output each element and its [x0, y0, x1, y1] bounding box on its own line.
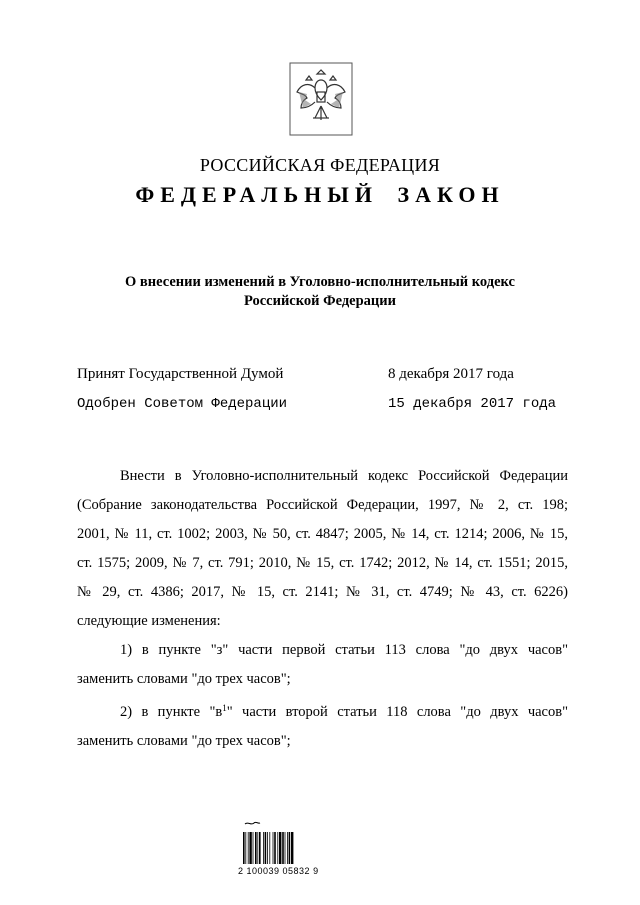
- document-type-heading: ФЕДЕРАЛЬНЫЙ ЗАКОН: [135, 182, 505, 207]
- barcode-bar: [255, 832, 257, 864]
- barcode-bar: [259, 832, 261, 864]
- subject-line-1: О внесении изменений в Уголовно-исполнительный кодекс: [125, 274, 515, 290]
- barcode-bar: [245, 832, 246, 864]
- barcode-bar: [285, 832, 286, 864]
- barcode-bar: [263, 832, 264, 864]
- barcode-bar: [279, 832, 281, 864]
- item-2-line-2: заменить словами "до трех часов";: [77, 733, 291, 749]
- item-2-suffix: " части второй статьи 118 слова "до двух часов": [226, 704, 568, 720]
- barcode-bar: [273, 832, 274, 864]
- barcode-bar: [265, 832, 267, 864]
- subject-line-2: Российской Федерации: [243, 293, 396, 309]
- barcode-number: 2 100039 05832 9: [238, 866, 319, 876]
- barcode-bar: [243, 832, 245, 864]
- barcode-graphic: [240, 820, 330, 892]
- barcode-bar: [274, 832, 276, 864]
- barcode-bar: [289, 832, 291, 864]
- item-2-line-1: [77, 694, 568, 727]
- barcode-bar: [277, 832, 278, 864]
- barcode-bar: [257, 832, 258, 864]
- intro-line: № 29, ст. 4386; 2017, № 15, ст. 2141; № 31, ст. 4749; № 43, ст. 6226): [77, 584, 568, 600]
- barcode-bar: [282, 832, 284, 864]
- intro-line: следующие изменения:: [77, 613, 221, 629]
- duma-adoption-label: Принят Государственной Думой: [77, 366, 284, 382]
- barcode-bar: [253, 832, 254, 864]
- barcode-bar: [249, 832, 251, 864]
- barcode-bar: [287, 832, 288, 864]
- item-2-prefix: 2) в пункте "в: [120, 704, 223, 720]
- item-1-line-1: 1) в пункте "з" части первой статьи 113 слова "до двух часов": [120, 642, 568, 658]
- council-approval-label: Одобрен Советом Федерации: [77, 396, 288, 412]
- intro-line: (Собрание законодательства Российской Федерации, 1997, № 2, ст. 198;: [77, 497, 568, 513]
- duma-adoption-date: 8 декабря 2017 года: [388, 366, 514, 382]
- law-subject-title: [0, 273, 640, 311]
- item-1-line-2: заменить словами "до трех часов";: [77, 671, 291, 687]
- barcode-bar: [248, 832, 249, 864]
- country-heading: РОССИЙСКАЯ ФЕДЕРАЦИЯ: [199, 155, 441, 175]
- intro-line: 2001, № 11, ст. 1002; 2003, № 50, ст. 4847; 2005, № 14, ст. 1214; 2006, № 15,: [77, 526, 568, 542]
- intro-line: Внести в Уголовно-исполнительный кодекс Российской Федерации: [120, 468, 568, 484]
- barcode-bar: [291, 832, 293, 864]
- law-body: [77, 462, 568, 756]
- intro-line: ст. 1575; 2009, № 7, ст. 791; 2010, № 15, ст. 1742; 2012, № 14, ст. 1551; 2015,: [77, 555, 568, 571]
- barcode-bar: [267, 832, 268, 864]
- item-2-superscript: 1: [222, 703, 227, 713]
- council-approval-date: 15 декабря 2017 года: [388, 396, 557, 412]
- barcode-bar: [269, 832, 270, 864]
- coat-of-arms-emblem: [289, 62, 353, 136]
